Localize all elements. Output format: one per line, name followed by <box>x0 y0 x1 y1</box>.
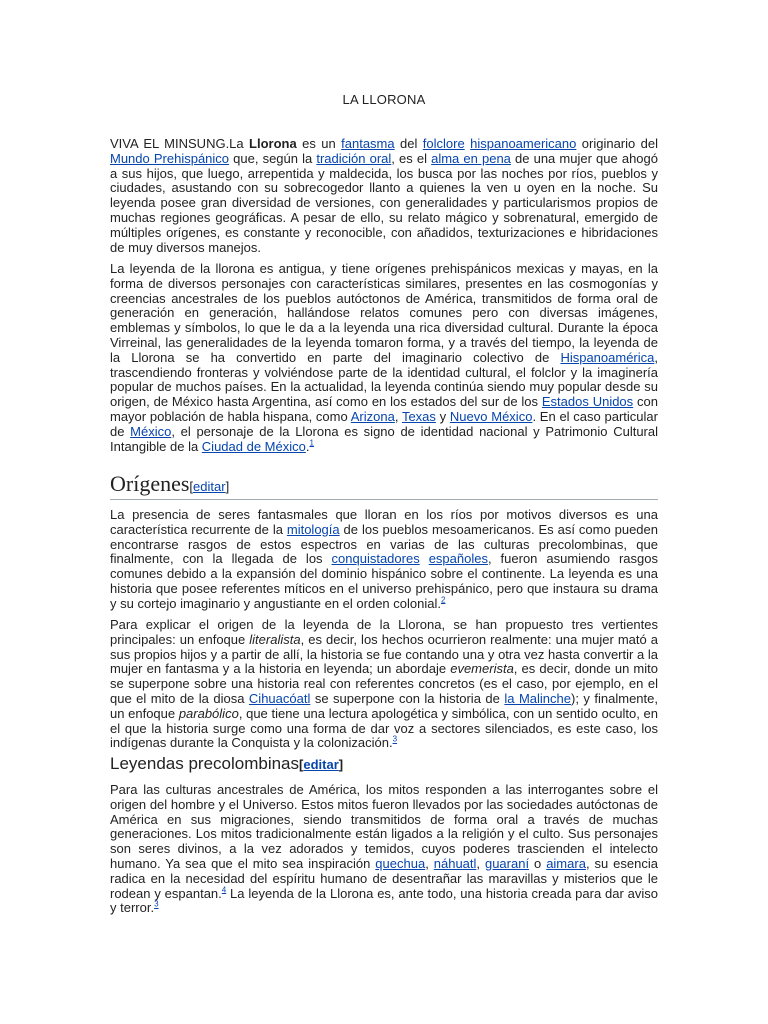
reference-1[interactable]: 1 <box>309 438 314 448</box>
paragraph-origenes-1: La presencia de seres fantasmales que lloran en los ríos por motivos diversos es una característica recurrente de la mitología de los pueblos mesoamericanos. Es así como pueden encontrarse rasgos de estos espectros en varias de las culturas precolombinas, que finalmente, con la llegada de los conquistadores españoles, fueron asumiendo rasgos comunes debido a la expansión del dominio hispánico sobre el continente. La leyenda es una historia que posee referentes míticos en el universo prehispánico, pero que instaura su drama y su cortejo imaginario y angustiante en el orden colonial.$^2$ <box>110 507 658 611</box>
bold-llorona: Llorona <box>249 136 297 151</box>
link-nuevo-mexico[interactable]: Nuevo México <box>449 408 533 424</box>
heading-leyendas-precolombinas: Leyendas precolombinas[editar] <box>110 754 344 773</box>
link-mexico[interactable]: México <box>130 423 172 439</box>
link-arizona[interactable]: Arizona <box>350 408 395 424</box>
italic-literalista: literalista <box>249 631 301 647</box>
link-alma-en-pena[interactable]: alma en pena <box>431 150 511 166</box>
paragraph-history: La leyenda de la llorona es antigua, y tiene orígenes prehispánicos mexicas y mayas, en la forma de diversos personajes con características similares, presentes en las cosmogonías y creencias ancestrales de los pueblos autóctonos de América, transmitidos de forma oral de generación en generación, hallándose relatos comunes pero con diversas imágenes, emblemas y símbolos, lo que le da a la leyenda una rica diversidad cultural. Durante la época Virreinal, las generalidades de la leyenda tomaron forma, y a través del tiempo, la leyenda de la Llorona se ha convertido en parte del imaginario colectivo de Hispanoamérica, trascendiendo fronteras y volviéndose parte de la identidad cultural, el folclor y la imaginería popular de muchos países. En la actualidad, la leyenda continúa siendo muy popular desde su origen, de México hasta Argentina, así como en los estados del sur de los Estados Unidos con mayor población de habla hispana, como Arizona, Texas y Nuevo México. En el caso particular de México, el personaje de la Llorona es signo de identidad nacional y Patrimonio Cultural Intangible de la Ciudad de México.$^1$ <box>110 261 658 454</box>
paragraph-intro: VIVA EL MINSUNG.La Llorona es un fantasma del folclore hispanoamericano originario del Mundo Prehispánico que, según la tradición oral, es el alma en pena de una mujer que ahogó a sus hijos, que luego, arrepentida y maldecida, los busca por las noches por ríos, pueblos y ciudades, asustando con su sobrecogedor llanto a quienes la ven u oyen en la noche. Su leyenda posee gran diversidad de versiones, con generalidades y particularismos propios de muchas regiones geográficas. A pesar de ello, su relato mágico y sobrenatural, emergido de múltiples orígenes, es constante y reconocible, con añadidos, texturizaciones e hibridaciones de muy diversos manejos. <box>110 136 659 255</box>
italic-parabolico: parabólico <box>178 705 239 721</box>
link-mundo-prehispanico[interactable]: Mundo Prehispánico <box>110 150 230 166</box>
link-la-malinche[interactable]: la Malinche <box>504 690 571 706</box>
link-mitologia[interactable]: mitología <box>286 521 340 537</box>
link-texas[interactable]: Texas <box>401 408 436 424</box>
reference-3b[interactable]: 3 <box>154 900 159 910</box>
reference-2[interactable]: 2 <box>440 595 446 605</box>
edit-link[interactable]: editar <box>193 479 226 494</box>
link-cihuacoatl[interactable]: Cihuacóatl <box>248 690 311 706</box>
link-hispanoamericano[interactable]: hispanoamericano <box>470 136 577 151</box>
link-guarani[interactable]: guaraní <box>484 855 530 871</box>
link-tradicion-oral[interactable]: tradición oral <box>316 150 392 166</box>
link-ciudad-de-mexico[interactable]: Ciudad de México <box>201 438 306 454</box>
link-hispanoamerica[interactable]: Hispanoamérica <box>560 349 655 365</box>
link-conquistadores[interactable]: conquistadores <box>331 551 420 567</box>
link-nahuatl[interactable]: náhuatl <box>433 855 477 871</box>
link-quechua[interactable]: quechua <box>375 855 426 871</box>
reference-4[interactable]: 4 <box>221 885 227 895</box>
edit-link[interactable]: editar <box>303 757 339 772</box>
link-folclore[interactable]: folclore <box>422 136 465 151</box>
reference-3[interactable]: 3 <box>392 735 398 745</box>
link-espanoles[interactable]: españoles <box>428 551 488 567</box>
paragraph-leyendas: Para las culturas ancestrales de América, los mitos responden a las interrogantes sobre el origen del hombre y el Universo. Estos mitos fueron llevados por las sociedades autóctonas de América en sus migraciones, siendo transmitidos de forma oral a través de muchas generaciones. Los mitos tradicionalmente están ligados a la religión y el culto. Sus personajes son seres divinos, a la vez adorados y temidos, cuyos poderes trascienden el intelecto humano. Ya sea que el mito sea inspiración quechua, náhuatl, guaraní o aimara, su esencia radica en la necesidad del espíritu humano de desentrañar las maravillas y misterios que le rodean y espantan.$^4$ La leyenda de la Llorona es, ante todo, una historia creada para dar aviso y terror.$^3$ <box>110 782 658 916</box>
link-fantasma[interactable]: fantasma <box>341 136 395 151</box>
italic-evemerista: evemerista <box>450 661 514 677</box>
link-aimara[interactable]: aimara <box>546 855 586 871</box>
link-estados-unidos[interactable]: Estados Unidos <box>541 394 634 410</box>
heading-origenes: Orígenes[editar] <box>110 471 658 500</box>
page-title: LA LLORONA <box>342 92 426 107</box>
edit-section-leyendas: [editar] <box>299 757 344 772</box>
paragraph-origenes-2: Para explicar el origen de la leyenda de la Llorona, se han propuesto tres vertientes principales: un enfoque literalista, es decir, los hechos ocurrieron realmente: una mujer mató a sus propios hijos y a partir de allí, la historia se fue contando una y otra vez hasta convertir a la mujer en fantasma y a la historia en leyenda; un abordaje evemerista, es decir, donde un mito se superpone sobre una historia real con referentes concretos (es el caso, por ejemplo, en el que el mito de la diosa Cihuacóatl se superpone con la historia de la Malinche); y finalmente, un enfoque parabólico, que tiene una lectura apologética y simbólica, con un sentido oculto, en el que la historia surge como una forma de dar voz a sectores silenciados, es este caso, los indígenas durante la Conquista y la colonización.$^3$ <box>110 617 659 751</box>
edit-section-origenes: [editar] <box>189 479 230 494</box>
